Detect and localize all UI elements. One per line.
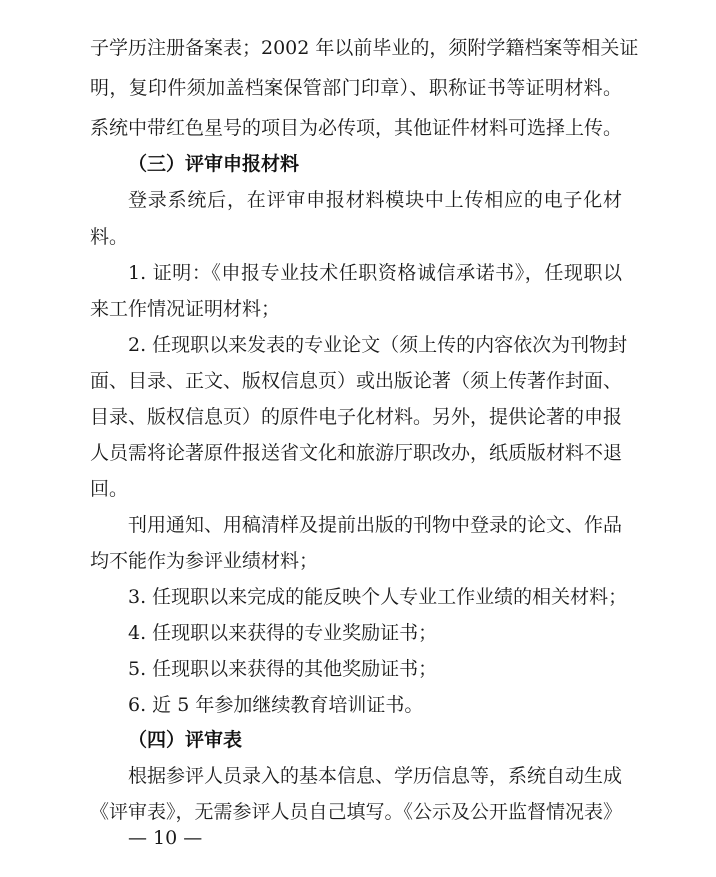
list-item-3: 3. 任现职以来完成的能反映个人专业工作业绩的相关材料；: [128, 586, 628, 608]
body-text-line: 目录、版权信息页）的原件电子化材料。另外，提供论著的申报: [90, 406, 623, 428]
list-item-5: 5. 任现职以来获得的其他奖励证书；: [128, 658, 438, 680]
body-text-line: 根据参评人员录入的基本信息、学历信息等，系统自动生成: [128, 765, 623, 787]
list-item-4: 4. 任现职以来获得的专业奖励证书；: [128, 622, 438, 644]
body-text-line: 刊用通知、用稿清样及提前出版的刊物中登录的论文、作品: [128, 514, 623, 536]
body-text-line: 回。: [90, 478, 129, 500]
list-item-6: 6. 近 5 年参加继续教育培训证书。: [128, 694, 424, 716]
body-text-line: 系统中带红色星号的项目为必传项，其他证件材料可选择上传。: [90, 117, 623, 139]
page-number: — 10 —: [128, 827, 203, 849]
body-text-line: 子学历注册备案表；2002 年以前毕业的，须附学籍档案等相关证: [90, 37, 639, 59]
body-text-line: 登录系统后，在评审申报材料模块中上传相应的电子化材: [128, 189, 622, 211]
body-text-line: 《评审表》，无需参评人员自己填写。《公示及公开监督情况表》: [90, 801, 623, 823]
body-text-line: 人员需将论著原件报送省文化和旅游厅职改办，纸质版材料不退: [90, 442, 623, 464]
list-item-1: 1. 证明：《申报专业技术任职资格诚信承诺书》，任现职以: [128, 262, 622, 284]
body-text-line: 料。: [90, 226, 129, 248]
body-text-line: 明，复印件须加盖档案保管部门印章）、职称证书等证明材料。: [90, 77, 622, 99]
body-text-line: 面、目录、正文、版权信息页）或出版论著（须上传著作封面、: [90, 370, 623, 392]
list-item-2: 2. 任现职以来发表的专业论文（须上传的内容依次为刊物封: [128, 334, 628, 356]
section-heading-3: （三）评审申报材料: [128, 153, 300, 175]
section-heading-4: （四）评审表: [128, 729, 243, 751]
body-text-line: 均不能作为参评业绩材料；: [90, 550, 319, 572]
body-text-line: 来工作情况证明材料；: [90, 298, 281, 320]
